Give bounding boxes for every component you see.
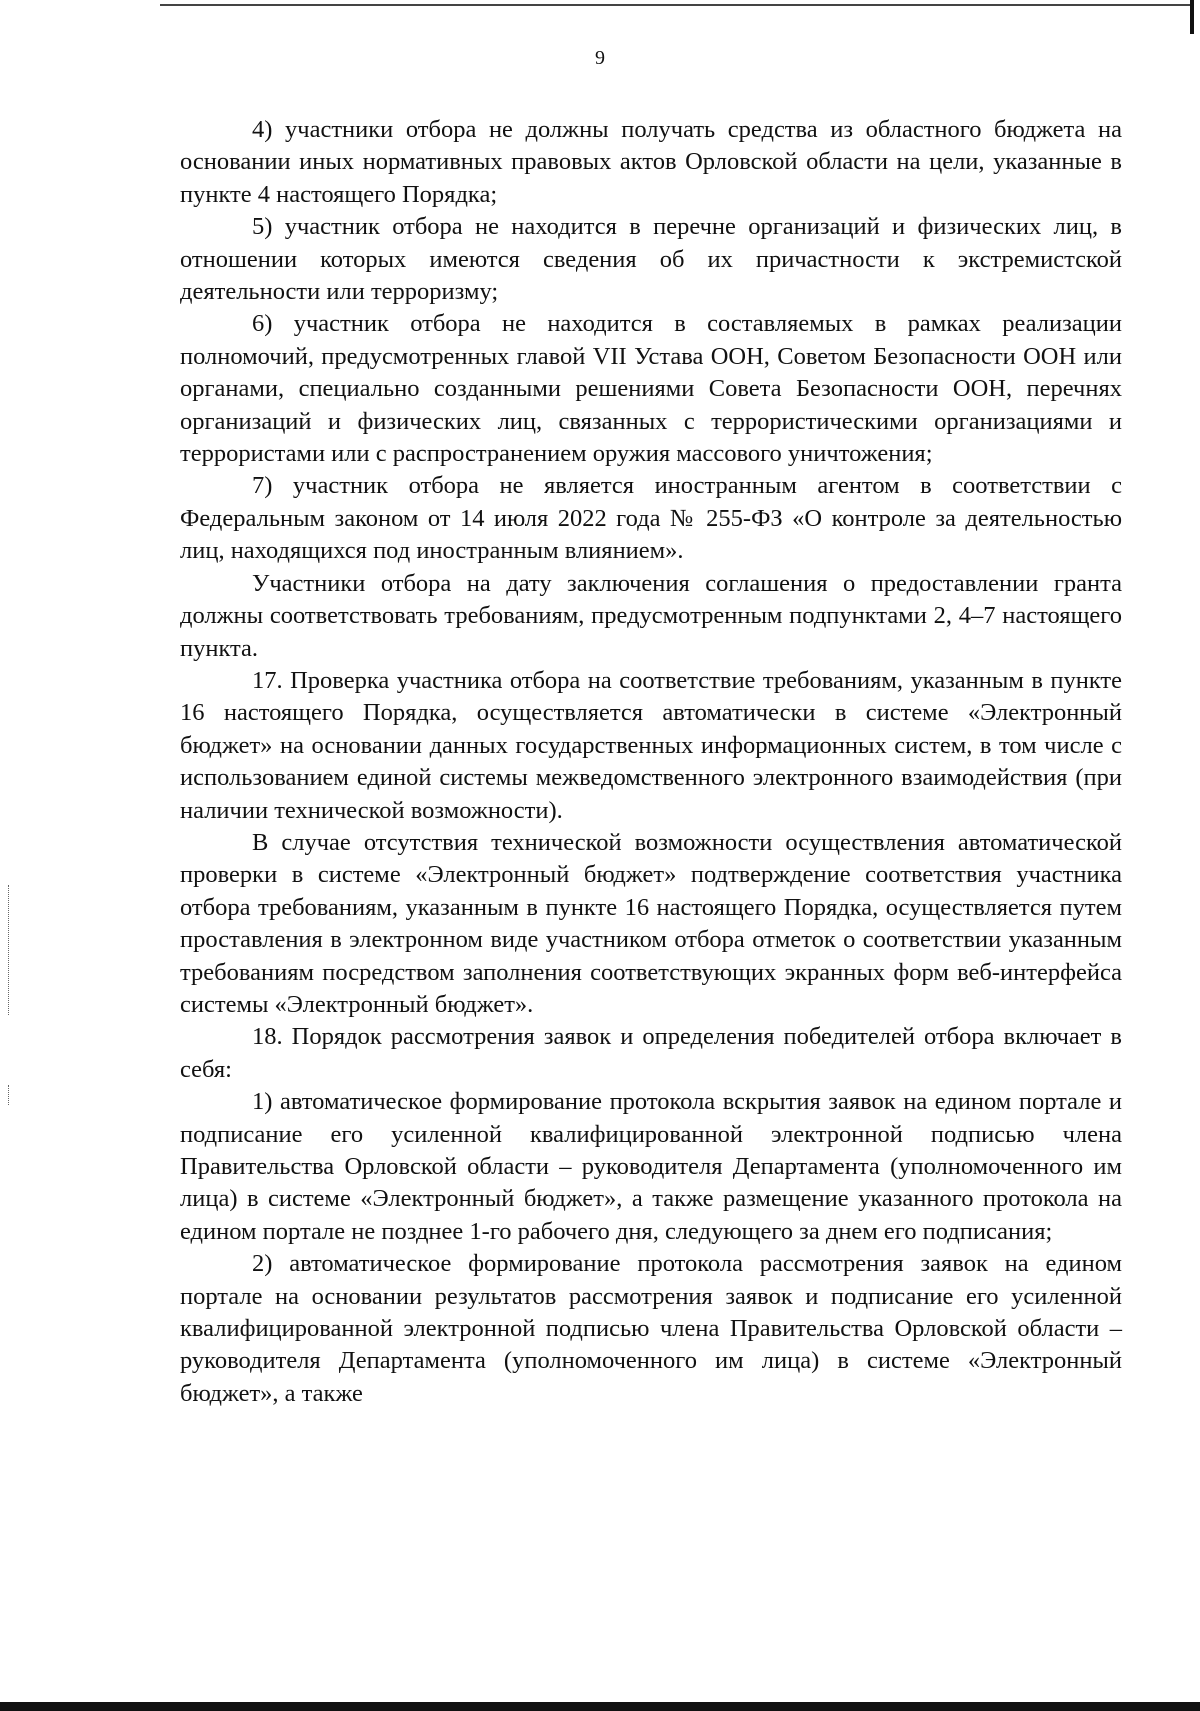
paragraph-clause-18-item-1: 1) автоматическое формирование протокола вскрытия заявок на едином портале и подписание его усиленной квалифицированной электронной подписью члена Правительства Орловской области – руководителя Департамента (уполномоченного им лица) в системе «Электронный бюджет», а также размещение указанного протокола на едином портале не позднее 1-го рабочего дня, следующего за днем его подписания; xyxy=(180,1088,1122,1245)
scan-bottom-edge xyxy=(0,1702,1200,1711)
scan-top-edge xyxy=(160,4,1190,6)
paragraph-item-7: 7) участник отбора не является иностранным агентом в соответствии с Федеральным законом от 14 июля 2022 года № 255-ФЗ «О контроле за деятельностью лиц, находящихся под иностранным влиянием». xyxy=(180,472,1122,565)
paragraph-clause-18: 18. Порядок рассмотрения заявок и определения победителей отбора включает в себя: xyxy=(180,1023,1122,1083)
paragraph-no-technical-possibility: В случае отсутствия технической возможности осуществления автоматической проверки в системе «Электронный бюджет» подтверждение соответствия участника отбора требованиям, указанным в пункте 16 настоящего Порядка, осуществляется путем проставления в электронном виде участником отбора отметок о соответствии указанным требованиям посредством заполнения соответствующих экранных форм веб-интерфейса системы «Электронный бюджет». xyxy=(180,828,1122,1018)
page-number: 9 xyxy=(595,47,605,69)
paragraph-item-6: 6) участник отбора не находится в составляемых в рамках реализации полномочий, предусмотренных главой VII Устава ООН, Советом Безопасности ООН или органами, специально созданными решениями Совета Безопасности ООН, перечнях организаций и физических лиц, связанных с террористическими организациями и террористами или с распространением оружия массового уничтожения; xyxy=(180,310,1122,468)
scan-right-edge xyxy=(1190,0,1194,34)
document-body xyxy=(180,114,1122,1410)
paragraph-item-4: 4) участники отбора не должны получать средства из областного бюджета на основании иных нормативных правовых актов Орловской области на цели, указанные в пункте 4 настоящего Порядка; xyxy=(180,116,1122,208)
scan-left-dots xyxy=(8,1085,10,1105)
paragraph-participants-requirements: Участники отбора на дату заключения соглашения о предоставлении гранта должны соответствовать требованиям, предусмотренным подпунктами 2, 4–7 настоящего пункта. xyxy=(180,569,1122,662)
paragraph-item-5: 5) участник отбора не находится в перечне организаций и физических лиц, в отношении которых имеются сведения об их причастности к экстремистской деятельности или терроризму; xyxy=(180,213,1122,306)
scan-left-dots xyxy=(8,885,10,1015)
paragraph-clause-18-item-2: 2) автоматическое формирование протокола рассмотрения заявок на едином портале на основании результатов рассмотрения заявок и подписание его усиленной квалифицированной электронной подписью члена Правительства Орловской области – руководителя Департамента (уполномоченного им лица) в системе «Электронный бюджет», а также xyxy=(180,1250,1122,1407)
paragraph-clause-17: 17. Проверка участника отбора на соответствие требованиям, указанным в пункте 16 настоящего Порядка, осуществляется автоматически в системе «Электронный бюджет» на основании данных государственных информационных систем, в том числе с использованием единой системы межведомственного электронного взаимодействия (при наличии технической возможности). xyxy=(180,666,1122,824)
